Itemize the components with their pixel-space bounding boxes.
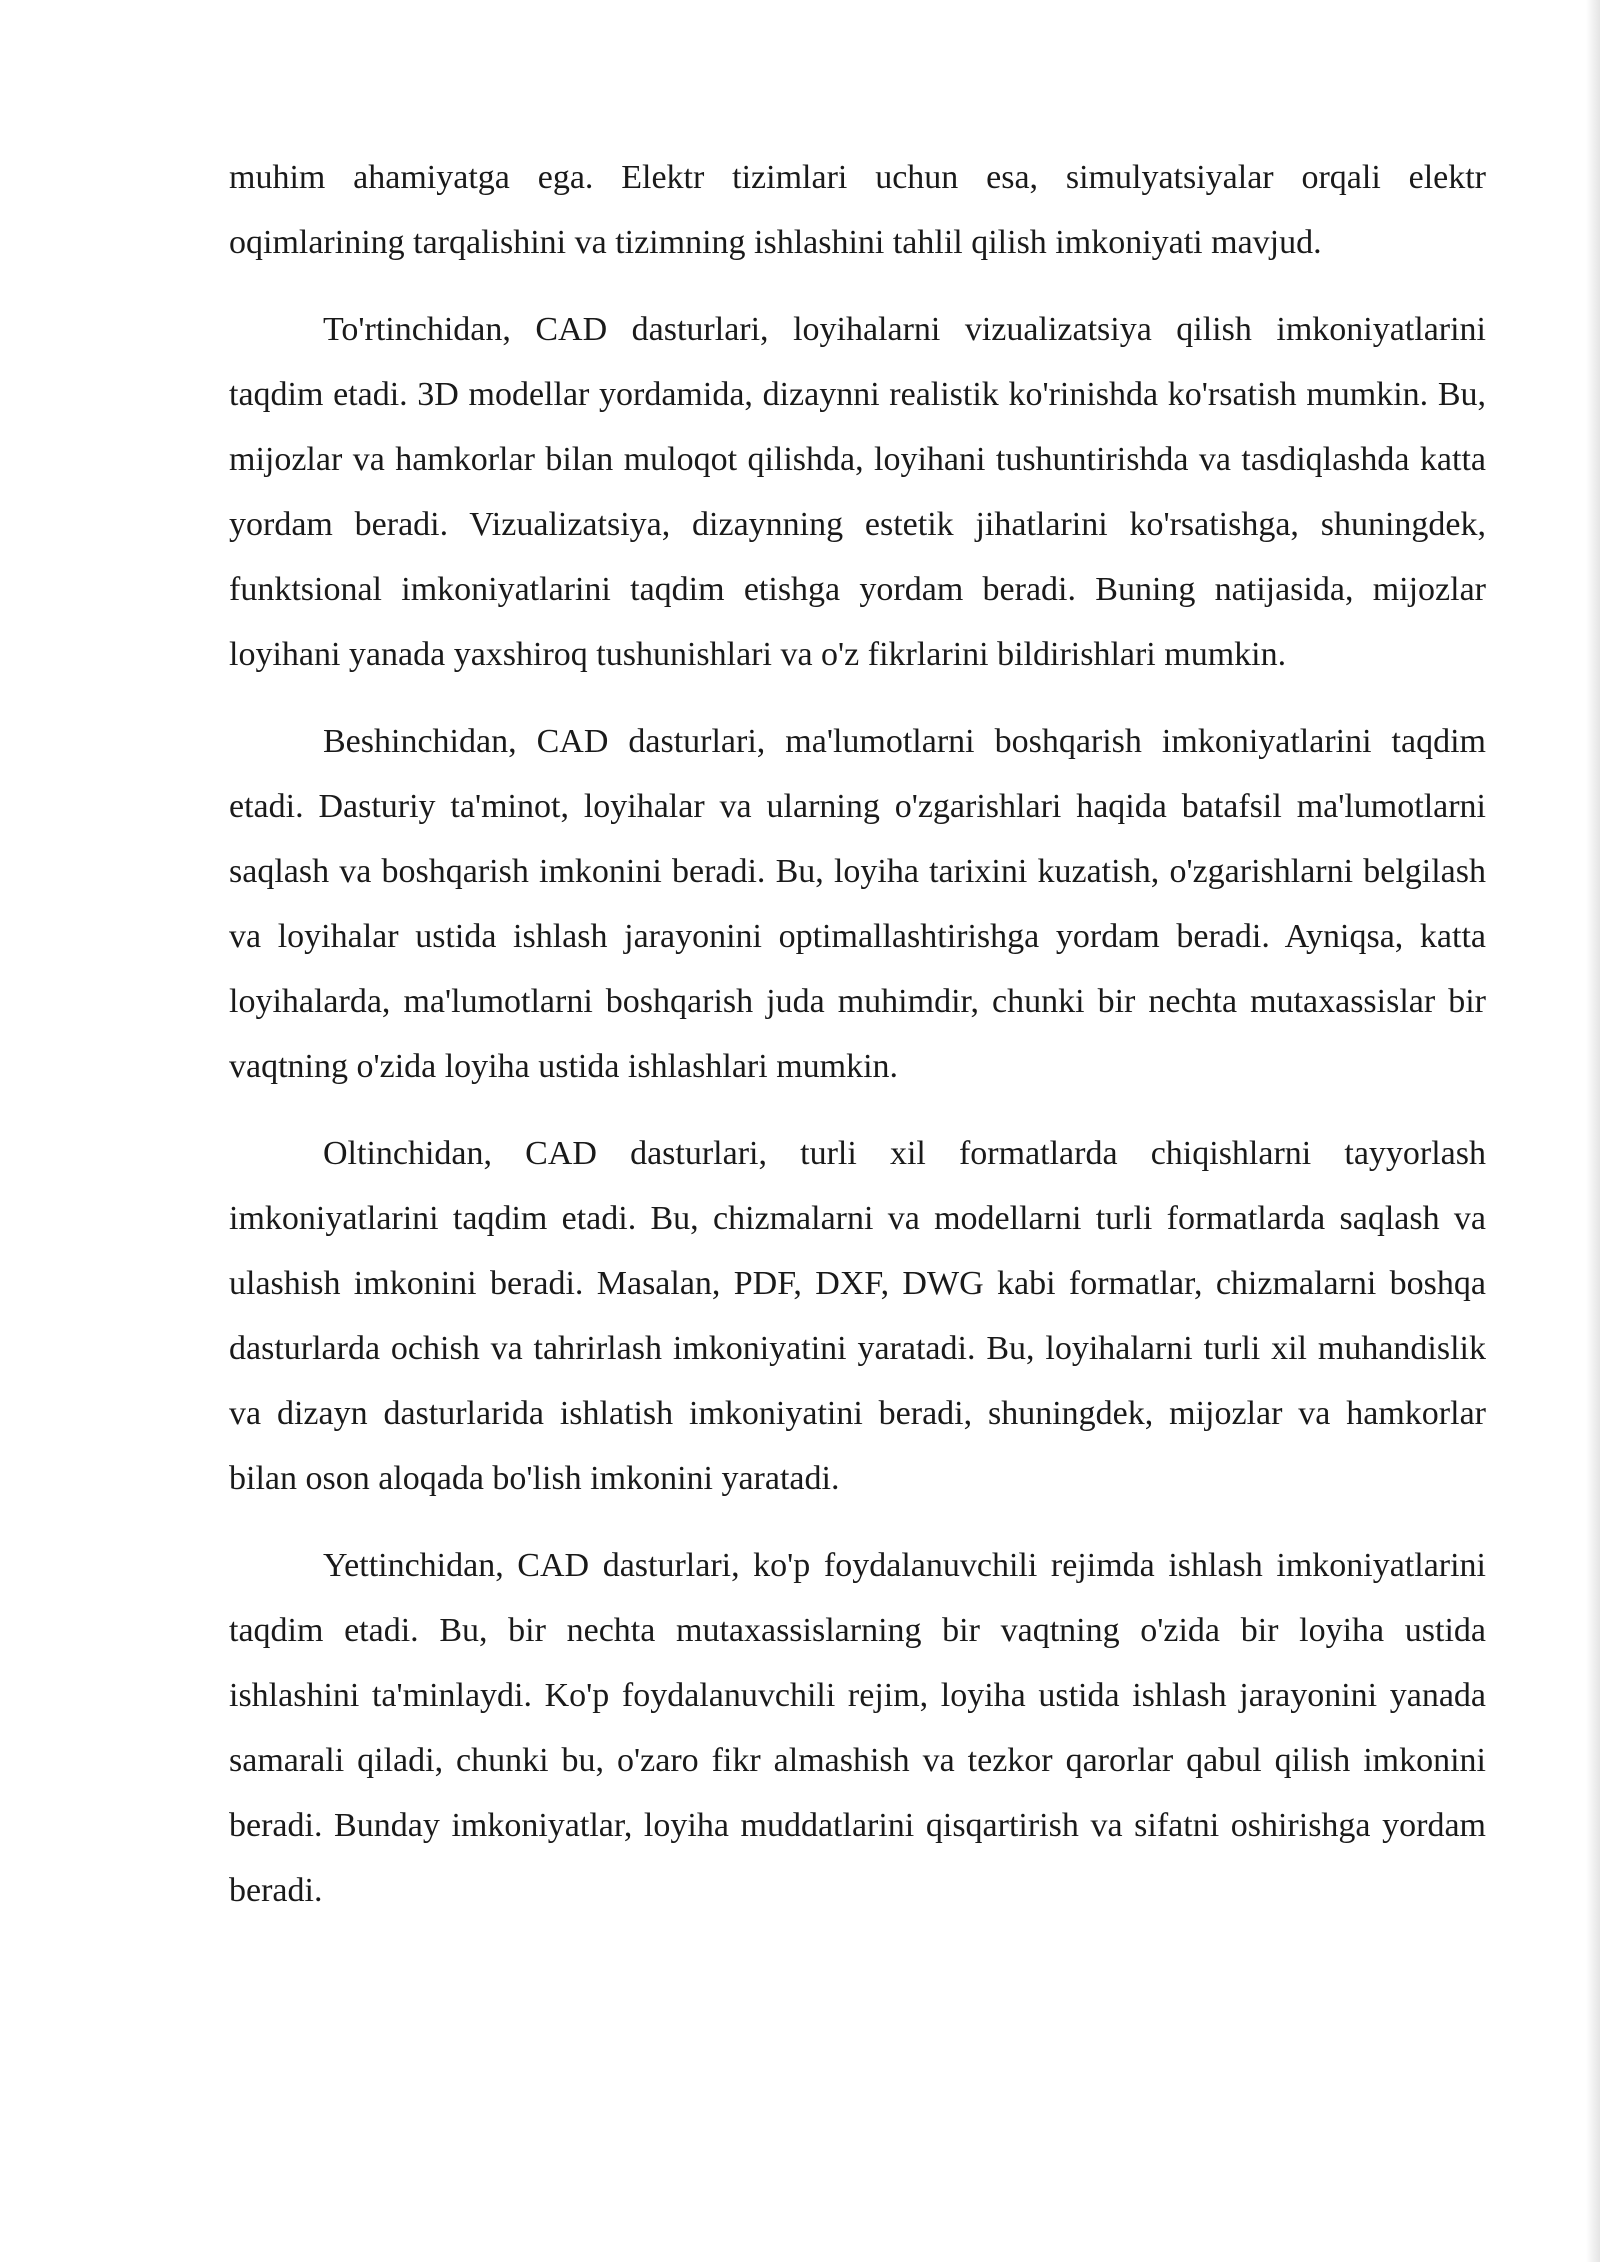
page-edge-shadow (1586, 0, 1600, 2262)
paragraph-sixth: Oltinchidan, CAD dasturlari, turli xil formatlarda chiqishlarni tayyorlash imkoniyatlarini taqdim etadi. Bu, chizmalarni va modellarni turli formatlarda saqlash va ulashish imkonini beradi. Masalan, PDF, DXF, DWG kabi formatlar, chizmalarni boshqa dasturlarda ochish va tahrirlash imkoniyatini yaratadi. Bu, loyihalarni turli xil muhandislik va dizayn dasturlarida ishlatish imkoniyatini beradi, shuningdek, mijozlar va hamkorlar bilan oson aloqada bo'lish imkonini yaratadi. (229, 1135, 1486, 1497)
paragraph-fourth: To'rtinchidan, CAD dasturlari, loyihalarni vizualizatsiya qilish imkoniyatlarini taqdim etadi. 3D modellar yordamida, dizaynni realistik ko'rinishda ko'rsatish mumkin. Bu, mijozlar va hamkorlar bilan muloqot qilishda, loyihani tushuntirishda va tasdiqlashda katta yordam beradi. Vizualizatsiya, dizaynning estetik jihatlarini ko'rsatishga, shuningdek, funktsional imkoniyatlarini taqdim etishga yordam beradi. Buning natijasida, mijozlar loyihani yanada yaxshiroq tushunishlari va o'z fikrlarini bildirishlari mumkin. (229, 311, 1486, 673)
paragraph-fifth: Beshinchidan, CAD dasturlari, ma'lumotlarni boshqarish imkoniyatlarini taqdim etadi. Dasturiy ta'minot, loyihalar va ularning o'zgarishlari haqida batafsil ma'lumotlarni saqlash va boshqarish imkonini beradi. Bu, loyiha tarixini kuzatish, o'zgarishlarni belgilash va loyihalar ustida ishlash jarayonini optimallashtirishga yordam beradi. Ayniqsa, katta loyihalarda, ma'lumotlarni boshqarish juda muhimdir, chunki bir nechta mutaxassislar bir vaqtning o'zida loyiha ustida ishlashlari mumkin. (229, 723, 1486, 1085)
paragraph-seventh: Yettinchidan, CAD dasturlari, ko'p foydalanuvchili rejimda ishlash imkoniyatlarini taqdim etadi. Bu, bir nechta mutaxassislarning bir vaqtning o'zida bir loyiha ustida ishlashini ta'minlaydi. Ko'p foydalanuvchili rejim, loyiha ustida ishlash jarayonini yanada samarali qiladi, chunki bu, o'zaro fikr almashish va tezkor qarorlar qabul qilish imkonini beradi. Bunday imkoniyatlar, loyiha muddatlarini qisqartirish va sifatni oshirishga yordam beradi. (229, 1547, 1486, 1909)
paragraph-continuation: muhim ahamiyatga ega. Elektr tizimlari uchun esa, simulyatsiyalar orqali elektr oqimlarining tarqalishini va tizimning ishlashini tahlil qilish imkoniyati mavjud. (229, 159, 1486, 261)
document-body (229, 145, 1486, 1945)
